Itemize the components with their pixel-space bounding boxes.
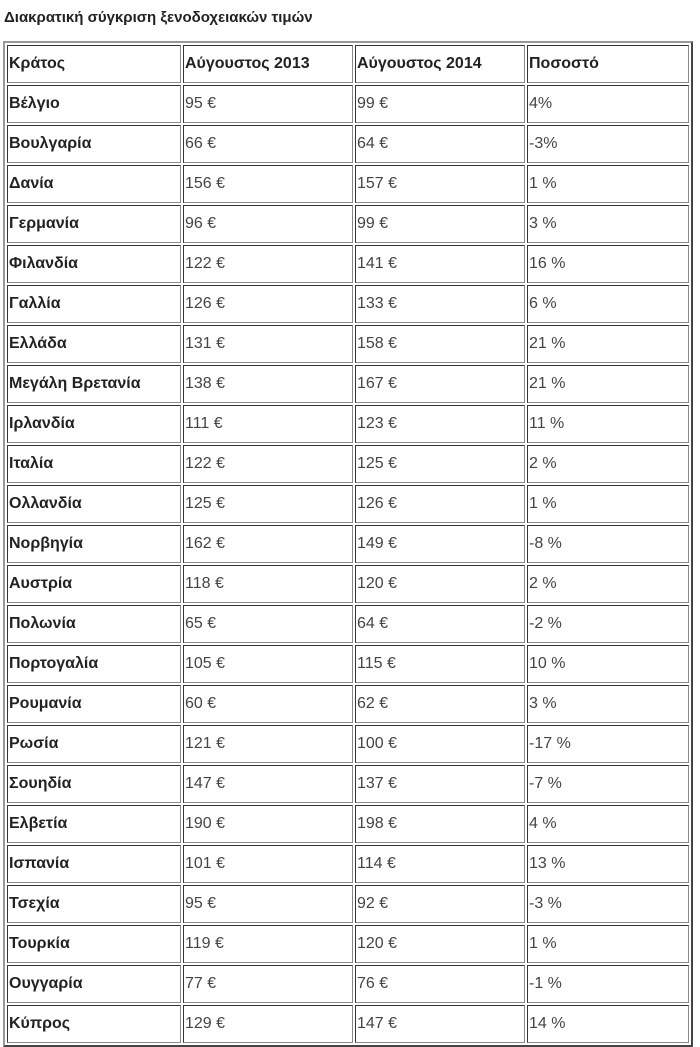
price-2013-cell: 138 € — [183, 365, 353, 403]
percent-cell: 3 % — [527, 205, 689, 243]
country-cell: Ελβετία — [7, 805, 181, 843]
price-2014-cell: 64 € — [355, 605, 525, 643]
price-2013-cell: 77 € — [183, 965, 353, 1003]
percent-cell: 6 % — [527, 285, 689, 323]
hotel-price-table — [3, 41, 693, 1047]
price-2013-cell: 131 € — [183, 325, 353, 363]
table-row — [7, 965, 689, 1003]
percent-cell: -1 % — [527, 965, 689, 1003]
country-cell: Ρουμανία — [7, 685, 181, 723]
percent-cell: 4% — [527, 85, 689, 123]
table-row — [7, 445, 689, 483]
price-2014-cell: 158 € — [355, 325, 525, 363]
country-cell: Ολλανδία — [7, 485, 181, 523]
country-cell: Τουρκία — [7, 925, 181, 963]
price-2013-cell: 101 € — [183, 845, 353, 883]
table-row — [7, 765, 689, 803]
country-cell: Ισπανία — [7, 845, 181, 883]
price-2013-cell: 111 € — [183, 405, 353, 443]
percent-cell: 1 % — [527, 165, 689, 203]
percent-cell: 10 % — [527, 645, 689, 683]
table-row — [7, 685, 689, 723]
table-row — [7, 805, 689, 843]
percent-cell: 2 % — [527, 565, 689, 603]
percent-cell: 21 % — [527, 325, 689, 363]
country-cell: Βουλγαρία — [7, 125, 181, 163]
percent-cell: -3% — [527, 125, 689, 163]
price-2013-cell: 66 € — [183, 125, 353, 163]
country-cell: Γερμανία — [7, 205, 181, 243]
price-2014-cell: 137 € — [355, 765, 525, 803]
price-2014-cell: 99 € — [355, 205, 525, 243]
percent-cell: 13 % — [527, 845, 689, 883]
price-2013-cell: 156 € — [183, 165, 353, 203]
table-row — [7, 405, 689, 443]
price-2014-cell: 167 € — [355, 365, 525, 403]
price-2014-cell: 141 € — [355, 245, 525, 283]
price-2013-cell: 95 € — [183, 85, 353, 123]
table-row — [7, 485, 689, 523]
country-cell: Κύπρος — [7, 1005, 181, 1043]
price-2013-cell: 190 € — [183, 805, 353, 843]
percent-cell: 1 % — [527, 485, 689, 523]
percent-cell: 16 % — [527, 245, 689, 283]
header-cell: Ποσοστό — [527, 45, 689, 83]
percent-cell: 3 % — [527, 685, 689, 723]
country-cell: Σουηδία — [7, 765, 181, 803]
percent-cell: -17 % — [527, 725, 689, 763]
country-cell: Τσεχία — [7, 885, 181, 923]
price-2014-cell: 64 € — [355, 125, 525, 163]
percent-cell: 2 % — [527, 445, 689, 483]
table-row — [7, 605, 689, 643]
percent-cell: -7 % — [527, 765, 689, 803]
price-2014-cell: 76 € — [355, 965, 525, 1003]
country-cell: Πολωνία — [7, 605, 181, 643]
country-cell: Ουγγαρία — [7, 965, 181, 1003]
price-2014-cell: 149 € — [355, 525, 525, 563]
price-2013-cell: 122 € — [183, 445, 353, 483]
price-2013-cell: 96 € — [183, 205, 353, 243]
price-2014-cell: 120 € — [355, 565, 525, 603]
price-2013-cell: 95 € — [183, 885, 353, 923]
country-cell: Αυστρία — [7, 565, 181, 603]
table-row — [7, 205, 689, 243]
percent-cell: -8 % — [527, 525, 689, 563]
price-2013-cell: 129 € — [183, 1005, 353, 1043]
price-2014-cell: 120 € — [355, 925, 525, 963]
price-2014-cell: 125 € — [355, 445, 525, 483]
country-cell: Νορβηγία — [7, 525, 181, 563]
price-2014-cell: 147 € — [355, 1005, 525, 1043]
price-2014-cell: 114 € — [355, 845, 525, 883]
price-2014-cell: 198 € — [355, 805, 525, 843]
price-2014-cell: 126 € — [355, 485, 525, 523]
percent-cell: -2 % — [527, 605, 689, 643]
table-row — [7, 925, 689, 963]
percent-cell: 4 % — [527, 805, 689, 843]
price-2014-cell: 62 € — [355, 685, 525, 723]
percent-cell: 21 % — [527, 365, 689, 403]
price-2014-cell: 100 € — [355, 725, 525, 763]
country-cell: Ρωσία — [7, 725, 181, 763]
country-cell: Γαλλία — [7, 285, 181, 323]
table-row — [7, 165, 689, 203]
header-cell: Αύγουστος 2013 — [183, 45, 353, 83]
price-2014-cell: 157 € — [355, 165, 525, 203]
price-2014-cell: 133 € — [355, 285, 525, 323]
header-cell: Κράτος — [7, 45, 181, 83]
table-row — [7, 885, 689, 923]
percent-cell: -3 % — [527, 885, 689, 923]
header-cell: Αύγουστος 2014 — [355, 45, 525, 83]
percent-cell: 14 % — [527, 1005, 689, 1043]
table-row — [7, 365, 689, 403]
table-row — [7, 85, 689, 123]
price-2013-cell: 125 € — [183, 485, 353, 523]
price-2013-cell: 126 € — [183, 285, 353, 323]
price-2013-cell: 121 € — [183, 725, 353, 763]
price-2013-cell: 119 € — [183, 925, 353, 963]
country-cell: Ιρλανδία — [7, 405, 181, 443]
country-cell: Βέλγιο — [7, 85, 181, 123]
country-cell: Ιταλία — [7, 445, 181, 483]
price-2013-cell: 122 € — [183, 245, 353, 283]
price-2013-cell: 162 € — [183, 525, 353, 563]
table-row — [7, 725, 689, 763]
country-cell: Ελλάδα — [7, 325, 181, 363]
table-row — [7, 645, 689, 683]
table-row — [7, 325, 689, 363]
percent-cell: 11 % — [527, 405, 689, 443]
page-title: Διακρατική σύγκριση ξενοδοχειακών τιμών — [4, 9, 313, 26]
price-2013-cell: 105 € — [183, 645, 353, 683]
country-cell: Πορτογαλία — [7, 645, 181, 683]
table-row — [7, 1005, 689, 1043]
table-header-row — [7, 45, 689, 83]
price-2013-cell: 147 € — [183, 765, 353, 803]
table-row — [7, 565, 689, 603]
country-cell: Φιλανδία — [7, 245, 181, 283]
country-cell: Δανία — [7, 165, 181, 203]
table-row — [7, 525, 689, 563]
table-row — [7, 845, 689, 883]
price-2013-cell: 60 € — [183, 685, 353, 723]
price-2014-cell: 99 € — [355, 85, 525, 123]
country-cell: Μεγάλη Βρετανία — [7, 365, 181, 403]
table-row — [7, 245, 689, 283]
price-2014-cell: 92 € — [355, 885, 525, 923]
table-row — [7, 125, 689, 163]
price-2013-cell: 65 € — [183, 605, 353, 643]
price-2014-cell: 115 € — [355, 645, 525, 683]
percent-cell: 1 % — [527, 925, 689, 963]
price-2013-cell: 118 € — [183, 565, 353, 603]
table-row — [7, 285, 689, 323]
price-2014-cell: 123 € — [355, 405, 525, 443]
